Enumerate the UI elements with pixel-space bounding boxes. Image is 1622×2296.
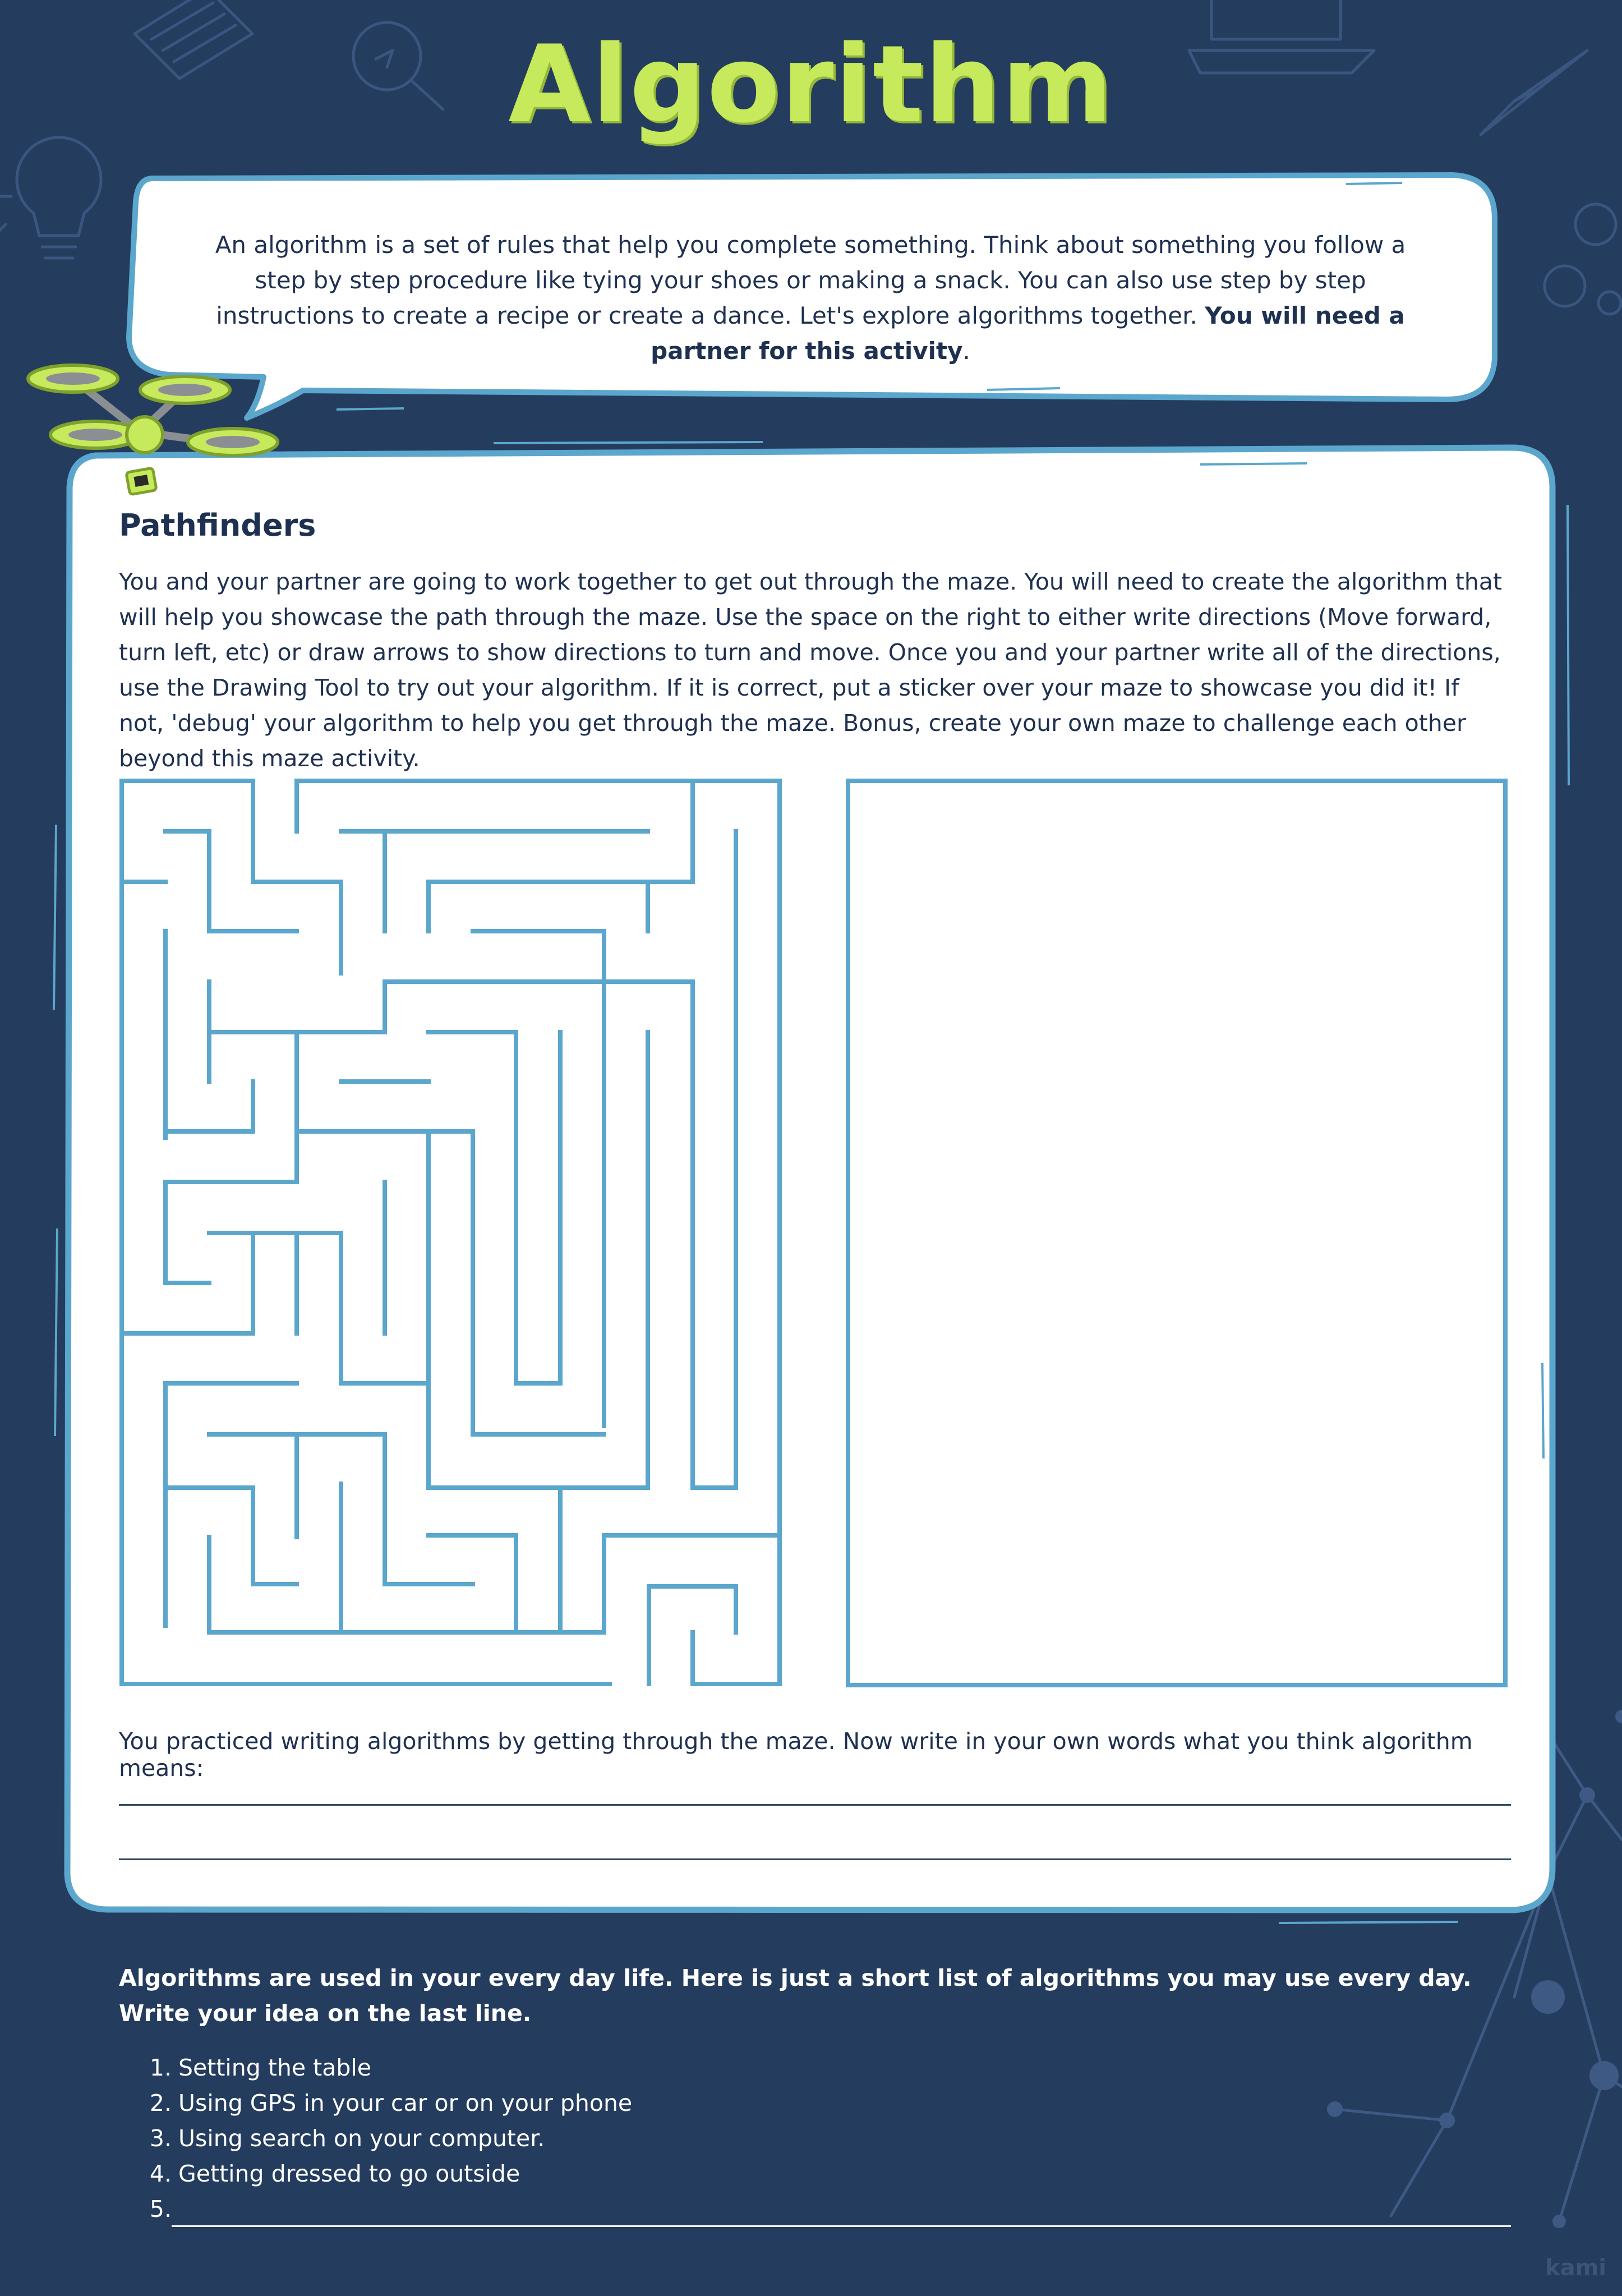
- list-number: 2.: [149, 2090, 172, 2116]
- activity-title: Pathfinders: [119, 508, 316, 543]
- activity-instructions: You and your partner are going to work together to get out through the maze. You will need to create the algorithm that will help you showcase the path through the maze. Use the space on the right to either write directions (Move forward, turn left, etc) or draw arrows to show directions to turn and move. Once you and your partner write all of the directions, use the Drawing Tool to try out your algorithm. If it is correct, put a sticker over your maze to showcase you did it! If not, 'debug' your algorithm to help you get through the maze. Bonus, create your own maze to challenge each other beyond this maze activity.: [119, 568, 1503, 772]
- definition-prompt: You practiced writing algorithms by getting through the maze. Now write in your own words what you think algorithm means:: [119, 1728, 1473, 1782]
- everyday-heading: Algorithms are used in your every day life. Here is just a short list of algorithms you may use every day. Write your idea on the last line.: [119, 1964, 1472, 2027]
- list-item-text: Getting dressed to go outside: [178, 2160, 520, 2187]
- brand-logo: kami: [1545, 2255, 1606, 2281]
- lightbulb-icon: [0, 137, 101, 258]
- answer-line-1[interactable]: [119, 1804, 1511, 1806]
- list-item: [119, 2156, 1521, 2192]
- list-item: [119, 2050, 1521, 2086]
- page-title: Algorithm: [508, 22, 1114, 146]
- intro-end: .: [962, 337, 970, 365]
- idea-answer-line[interactable]: [172, 2225, 1511, 2227]
- intro-text: An algorithm is a set of rules that help you complete something. Think about something you follow a step by step procedure like tying your shoes or making a snack. You can also use step by step instructions to create a recipe or create a dance. Let's explore algorithms together.: [215, 231, 1406, 329]
- list-item: [119, 2121, 1521, 2156]
- list-item-text: Using search on your computer.: [178, 2125, 545, 2152]
- intro-bold-note: You will need a partner for this activity: [651, 302, 1405, 365]
- list-number: 3.: [149, 2125, 172, 2152]
- list-item: [119, 2192, 1521, 2227]
- list-number: 5.: [149, 2196, 172, 2223]
- list-item: [119, 2086, 1521, 2121]
- list-item-text: [172, 2196, 178, 2223]
- list-item-text: Setting the table: [178, 2054, 371, 2081]
- list-number: 4.: [149, 2160, 172, 2187]
- list-number: 1.: [149, 2054, 172, 2081]
- list-item-text: Using GPS in your car or on your phone: [178, 2090, 633, 2116]
- intro-paragraph: [208, 227, 1413, 369]
- drawing-space: [848, 781, 1505, 1685]
- everyday-list: [119, 2050, 1521, 2227]
- answer-line-2[interactable]: [119, 1858, 1511, 1860]
